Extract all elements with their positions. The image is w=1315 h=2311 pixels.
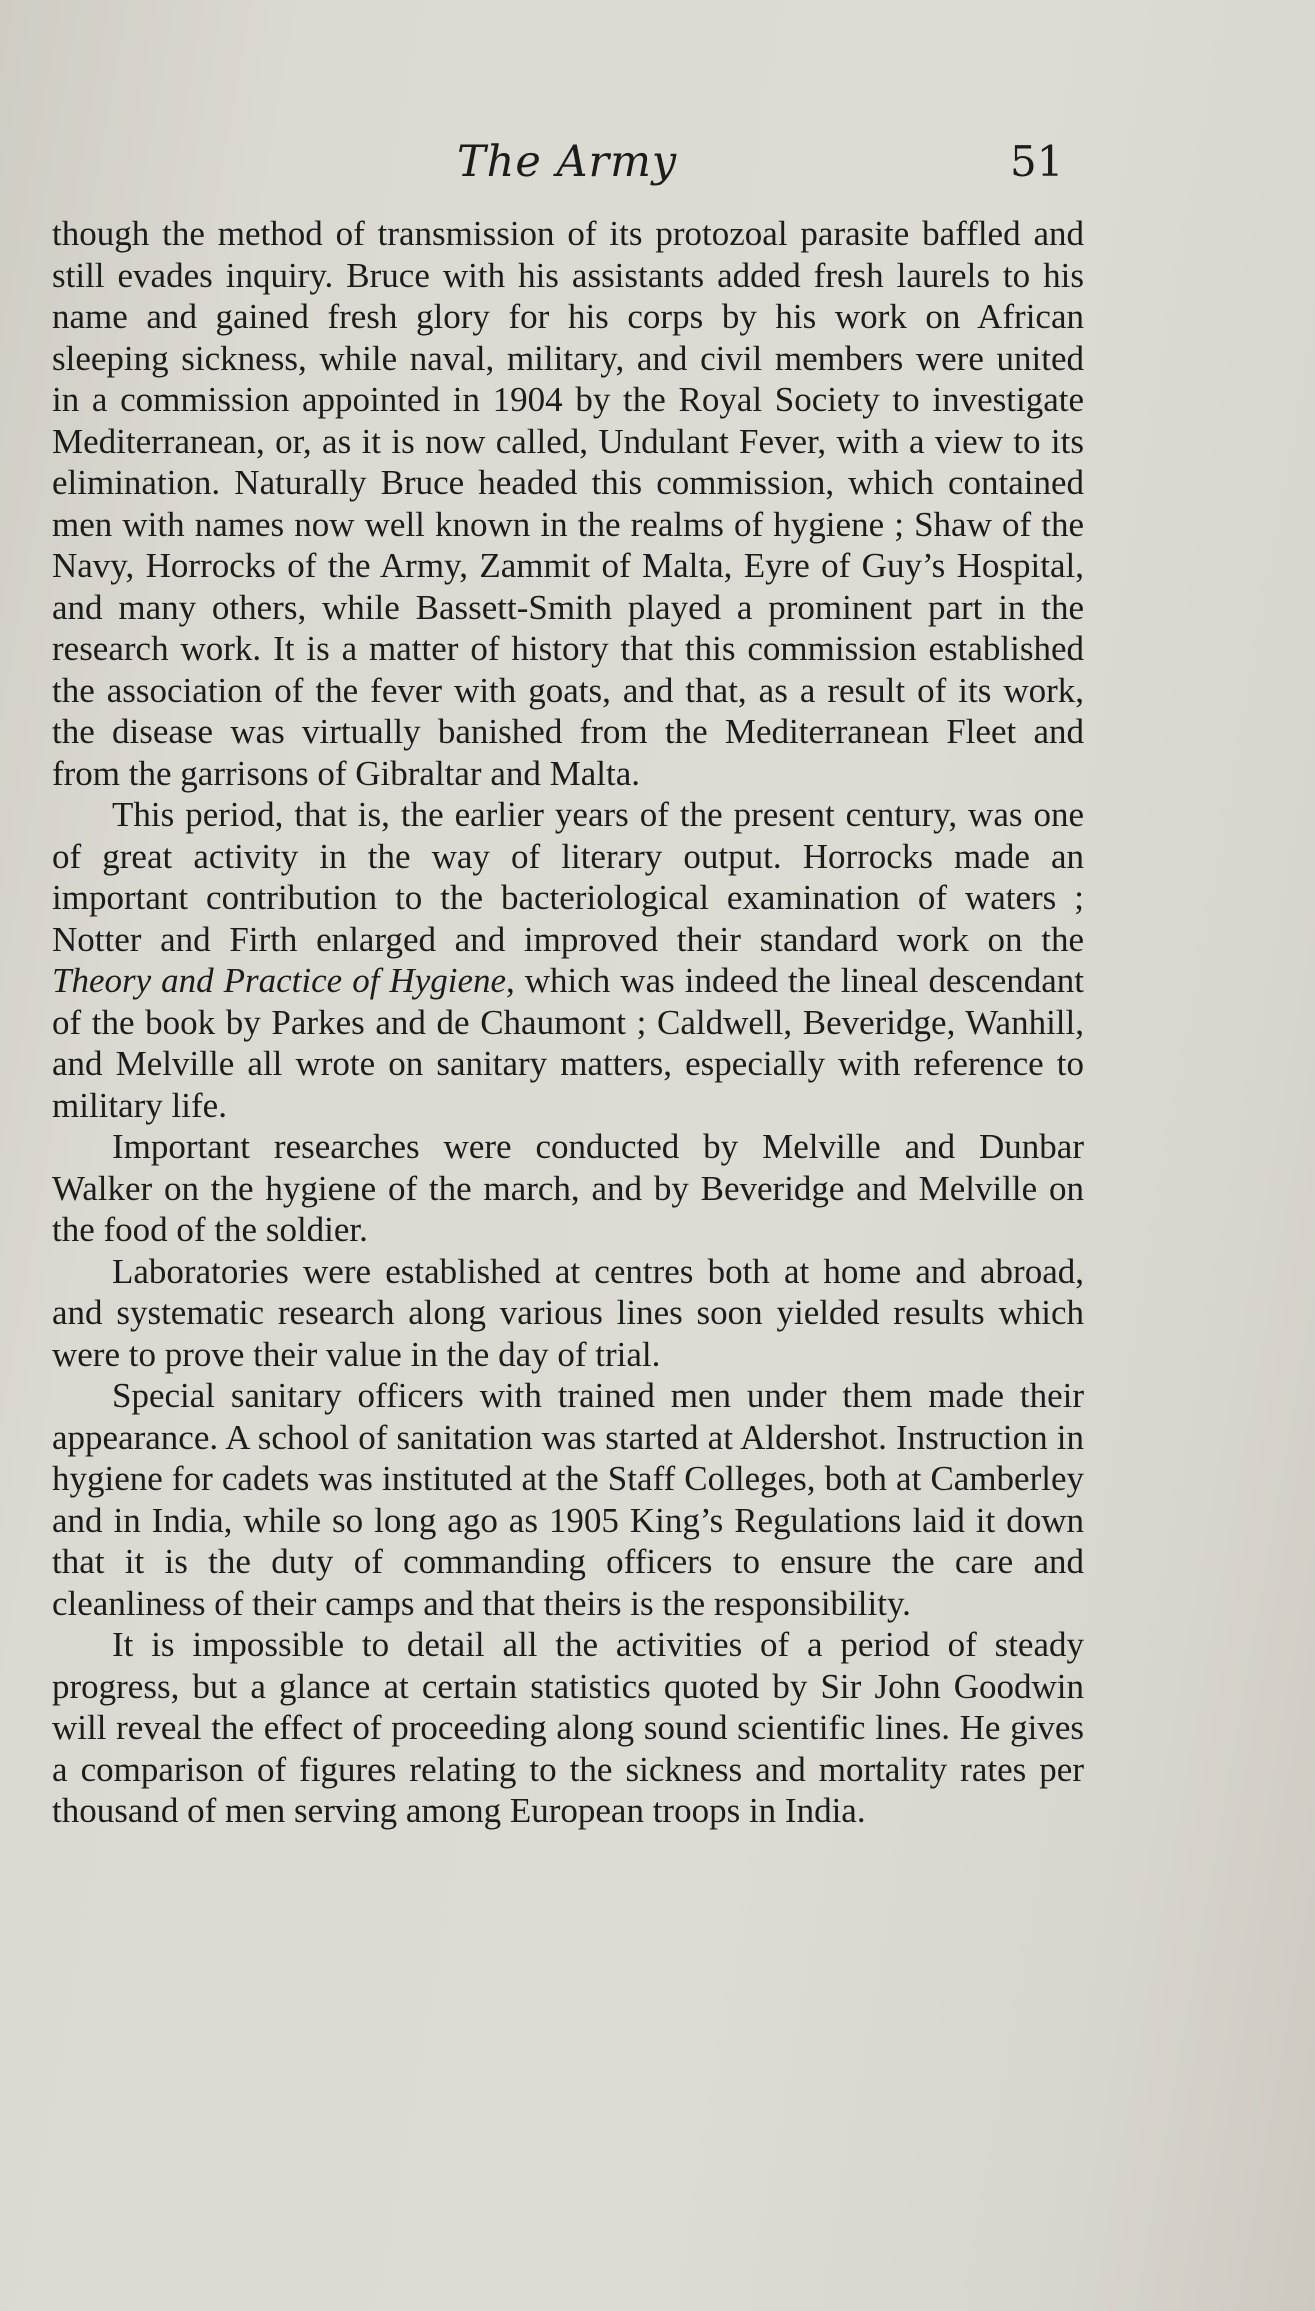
paragraph xyxy=(52,1624,1084,1832)
page-number: 51 xyxy=(1010,137,1064,186)
paragraph xyxy=(52,794,1084,1126)
paragraph-text: Special sanitary officers with trained men under them made their appearance. A school of sanitation was started at Aldershot. Instruction in hygiene for cadets was instituted at the Staff Colleges, both at Camberley and in India, while so long ago as 1905 King’s Regulations laid it down that it is the duty of commanding officers to ensure the care and cleanliness of their camps and that theirs is the responsibility. xyxy=(52,1376,1084,1623)
book-title-italic: Theory and Practice of Hygiene xyxy=(52,961,507,1000)
paragraph xyxy=(52,1126,1084,1251)
paragraph xyxy=(52,1251,1084,1376)
running-head xyxy=(0,132,1315,192)
chapter-title: The Army xyxy=(457,137,678,187)
paragraph-text: This period, that is, the earlier years of the present century, was one of great activity in the way of literary output. Horrocks made an important contribution to the bacteriological examination of waters ; Notter and Firth enlarged and improved their standard work on the xyxy=(52,795,1084,959)
paragraph-text: though the method of transmission of its protozoal parasite baffled and still evades inquiry. Bruce with his assistants added fresh laurels to his name and gained fresh glory for his corps by his work on African sleeping sickness, while naval, military, and civil members were united in a commission appointed in 1904 by the Royal Society to investigate Mediterranean, or, as it is now called, Undulant Fever, with a view to its elimination. Naturally Bruce headed this commission, which contained men with names now well known in the realms of hygiene ; Shaw of the Navy, Horrocks of the Army, Zammit of Malta, Eyre of Guy’s Hospital, and many others, while Bassett-Smith played a prominent part in the research work. It is a matter of history that this commission established the association of the fever with goats, and that, as a result of its work, the disease was virtually banished from the Mediterranean Fleet and from the garrisons of Gibraltar and Malta. xyxy=(52,214,1084,793)
paragraph-text: Important researches were conducted by Melville and Dunbar Walker on the hygiene of the march, and by Beveridge and Melville on the food of the soldier. xyxy=(52,1127,1084,1249)
paragraph-text: , which was indeed the lineal descendant of the book by Parkes and de Chaumont ; Caldwell, Beveridge, Wanhill, and Melville all wrote on sanitary matters, especially with reference to military life. xyxy=(52,961,1084,1125)
paragraph-text: Laboratories were established at centres both at home and abroad, and systematic research along various lines soon yielded results which were to prove their value in the day of trial. xyxy=(52,1251,1084,1374)
body-text xyxy=(52,213,1084,1832)
paragraph-text: It is impossible to detail all the activities of a period of steady progress, but a glance at certain statistics quoted by Sir John Goodwin will reveal the effect of proceeding along sound scientific lines. He gives a comparison of figures relating to the sickness and mortality rates per thousand of men serving among European troops in India. xyxy=(52,1625,1084,1830)
paragraph xyxy=(52,213,1084,794)
paragraph xyxy=(52,1375,1084,1624)
